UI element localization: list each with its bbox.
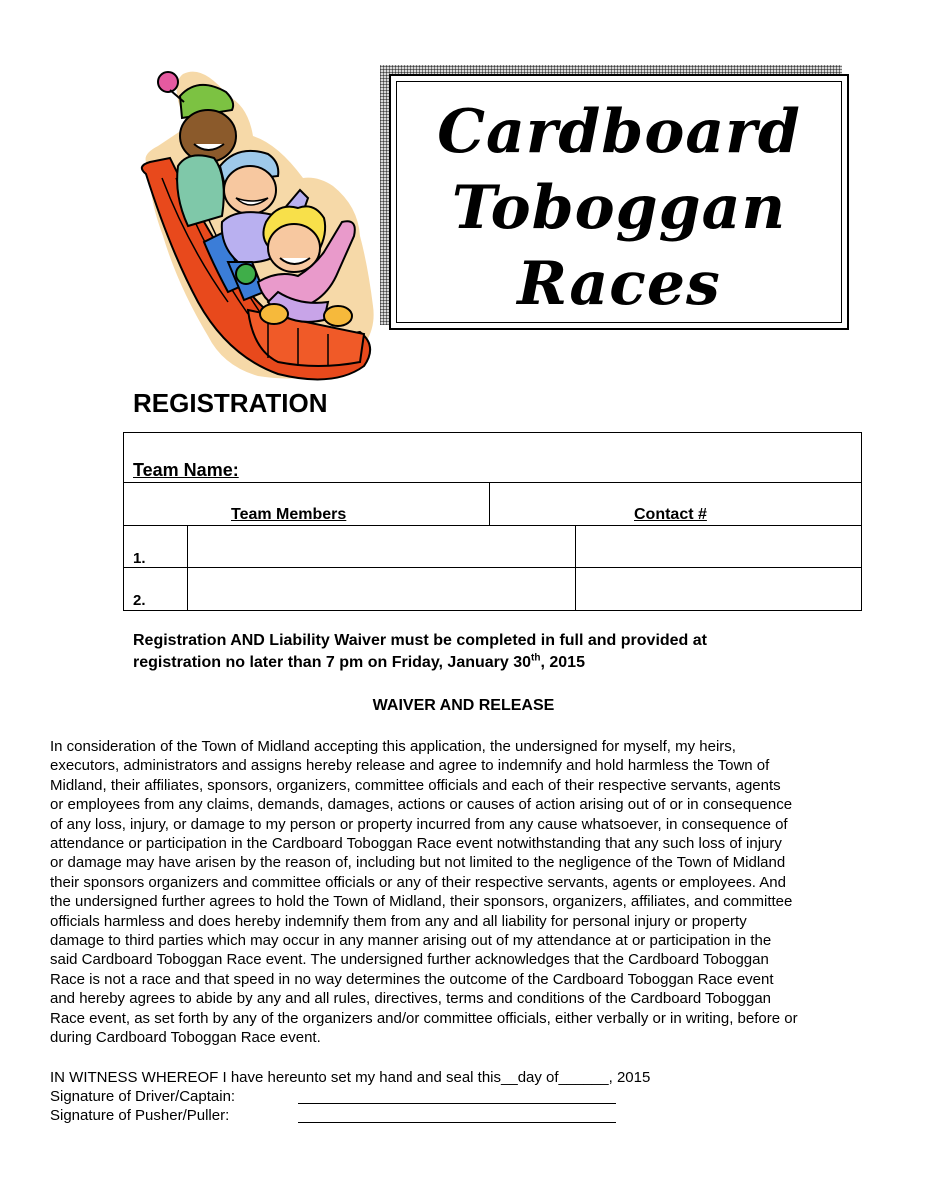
number-column-divider [187, 525, 188, 611]
driver-signature-line[interactable] [298, 1103, 616, 1104]
waiver-line: during Cardboard Toboggan Race event. [50, 1029, 321, 1047]
waiver-line: and hereby agrees to abide by any and all rules, directives, terms and conditions of the Cardboard Toboggan [50, 990, 772, 1008]
waiver-line: the undersigned further agrees to hold the Town of Midland, their sponsors, organizers, affiliates, and committee [50, 893, 793, 911]
pusher-signature-line[interactable] [298, 1122, 616, 1123]
waiver-line: officials harmless and does hereby indemnify them from any and all liability for personal injury or property [50, 912, 747, 930]
pusher-signature-label: Signature of Pusher/Puller: [50, 1107, 230, 1124]
waiver-line: executors, administrators and assigns hereby release and agree to indemnify and hold harmless the Town of [50, 757, 770, 775]
waiver-line: of any loss, injury, or damage to my person or property incurred from any cause whatsoever, in consequence of [50, 815, 788, 833]
row-number-2: 2. [133, 592, 146, 609]
waiver-body [50, 737, 895, 1048]
registration-notice [133, 630, 833, 674]
team-member-1-field[interactable] [189, 527, 574, 566]
title-box [389, 74, 849, 330]
witness-block [50, 1068, 650, 1125]
waiver-line: their sponsors organizers and committee officials or any of their respective servants, agents or employees. And [50, 873, 786, 891]
waiver-line: attendance or participation in the Cardboard Toboggan Race event notwithstanding that any such loss of injury [50, 835, 782, 853]
notice-superscript: th [531, 652, 541, 664]
form-border-bottom [123, 610, 862, 611]
team-name-field[interactable] [262, 455, 858, 479]
waiver-line: Race is not a race and that speed in no way determines the outcome of the Cardboard Toboggan Race event [50, 970, 774, 988]
title-line-3: Races [517, 249, 721, 319]
waiver-line: or employees from any claims, demands, damages, actions or causes of action arising out of or in consequence [50, 796, 793, 814]
team-name-label: Team Name: [133, 460, 239, 480]
form-divider-1 [123, 482, 862, 483]
row-number-1: 1. [133, 550, 146, 567]
title-line-1: Cardboard [437, 97, 801, 167]
waiver-heading: WAIVER AND RELEASE [372, 697, 555, 714]
driver-signature-label: Signature of Driver/Captain: [50, 1088, 236, 1105]
notice-line-1: Registration AND Liability Waiver must be completed in full and provided at [133, 632, 707, 649]
form-border-right [861, 432, 862, 611]
registration-heading: REGISTRATION [133, 388, 328, 418]
waiver-line: In consideration of the Town of Midland accepting this application, the undersigned for myself, my heirs, [50, 738, 736, 755]
waiver-line: or damage may have arisen by the reason of, including but not limited to the negligence of the Town of Midland [50, 854, 786, 872]
kids-toboggan-illustration [128, 66, 380, 386]
team-member-2-field[interactable] [189, 569, 574, 609]
header-column-divider [489, 482, 490, 525]
waiver-line: Race event, as set forth by any of the organizers and/or committee officials, either verbally or in writing, before or [50, 1009, 798, 1027]
witness-statement: IN WITNESS WHEREOF I have hereunto set my hand and seal this__day of______, 2015 [50, 1069, 651, 1086]
waiver-line: said Cardboard Toboggan Race event. The undersigned further acknowledges that the Cardboard Toboggan [50, 951, 769, 969]
team-members-header: Team Members [231, 506, 347, 523]
title-line-2: Toboggan [451, 173, 787, 243]
event-title [391, 94, 847, 322]
form-divider-2 [123, 525, 862, 526]
form-border-left [123, 432, 124, 611]
form-divider-3 [123, 567, 862, 568]
notice-line-2 [133, 652, 833, 674]
contact-column-divider [575, 525, 576, 611]
waiver-line: Midland, their affiliates, sponsors, organizers, committee officials and each of their respective servants, agents [50, 776, 781, 794]
contact-header: Contact # [634, 506, 707, 523]
form-border-top [123, 432, 862, 433]
waiver-line: damage to third parties which may occur in any manner arising out of my attendance at or participation in the [50, 932, 772, 950]
notice-line-2-year: , 2015 [540, 654, 585, 671]
contact-2-field[interactable] [577, 569, 860, 609]
notice-line-2-text: registration no later than 7 pm on Friday, January 30 [133, 654, 532, 671]
contact-1-field[interactable] [577, 527, 860, 566]
